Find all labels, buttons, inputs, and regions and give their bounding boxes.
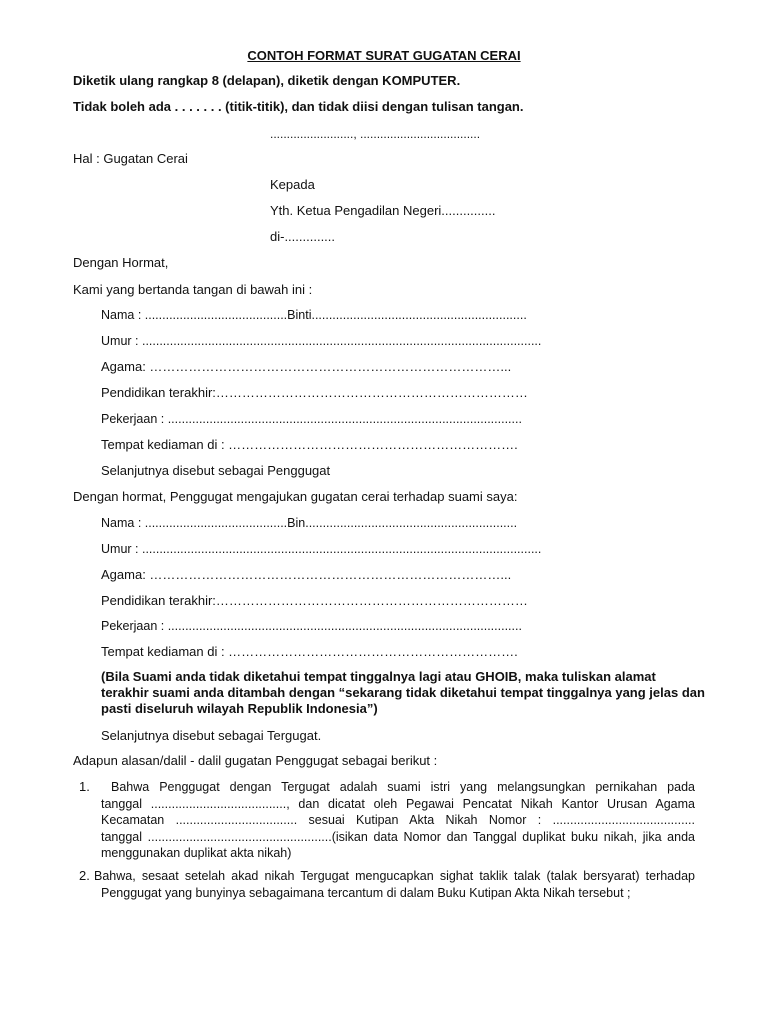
document-title: CONTOH FORMAT SURAT GUGATAN CERAI [247, 48, 521, 63]
recipient-to: Kepada [270, 177, 315, 192]
plaintiff-residence-field: Tempat kediaman di : …………………………………………………………. [101, 437, 518, 452]
defendant-religion-field: Agama: ………………………………………………………………………... [101, 567, 512, 582]
plaintiff-education-field: Pendidikan terakhir:……………………………………………………………… [101, 385, 528, 400]
intro-line: Kami yang bertanda tangan di bawah ini : [73, 282, 313, 297]
defendant-age-field: Umur : ................................................................................................................... [101, 542, 542, 556]
defendant-residence-field: Tempat kediaman di : …………………………………………………………. [101, 644, 518, 659]
ground-line: tanggal ......................................., dan dicatat oleh Pegawai Pencatat Nikah Kantor Urusan Agama [101, 796, 695, 811]
ground-line: Bahwa, sesaat setelah akad nikah Tergugat mengucapkan sighat taklik talak (talak bersyarat) terhadap [94, 869, 695, 883]
ground-line: Bahwa Penggugat dengan Tergugat adalah suami istri yang melangsungkan pernikahan pada [111, 780, 695, 794]
ground-line: menggunakan duplikat akta nikah) [101, 846, 292, 860]
claim-intro: Dengan hormat, Penggugat mengajukan gugatan cerai terhadap suami saya: [73, 489, 518, 504]
greeting: Dengan Hormat, [73, 255, 169, 270]
ghoib-instruction-line: (Bila Suami anda tidak diketahui tempat tinggalnya lagi atau GHOIB, maka tuliskan alamat [101, 669, 656, 684]
recipient-location: di-.............. [270, 229, 336, 244]
ground-item-2 [94, 868, 695, 901]
plaintiff-religion-field: Agama: ………………………………………………………………………... [101, 359, 512, 374]
plaintiff-name-field: Nama : .........................................Binti.............................................................. [101, 308, 527, 322]
ghoib-instruction-line: terakhir suami anda ditambah dengan “sekarang tidak diketahui tempat tinggalnya yang jelas dan [101, 685, 705, 700]
ground-number: 2. [79, 868, 90, 883]
ground-line: Kecamatan ................................... sesuai Kutipan Akta Nikah Nomor : ......................................... [101, 813, 695, 827]
ground-line: Penggugat yang bunyinya sebagaimana tercantum di dalam Buku Kutipan Akta Nikah tersebut ; [101, 885, 631, 900]
defendant-occupation-field: Pekerjaan : ...................................................................................................... [101, 619, 522, 633]
plaintiff-age-field: Umur : ................................................................................................................... [101, 334, 542, 348]
ghoib-instruction-line: pasti diseluruh wilayah Republik Indonesia”) [101, 701, 378, 716]
grounds-intro: Adapun alasan/dalil - dalil gugatan Penggugat sebagai berikut : [73, 753, 438, 768]
plaintiff-occupation-field: Pekerjaan : ...................................................................................................... [101, 412, 522, 426]
place-date-field: ........................., .................................... [270, 127, 481, 141]
defendant-name-field: Nama : .........................................Bin............................................................. [101, 516, 518, 530]
ground-item-1 [101, 779, 695, 862]
recipient-addressee: Yth. Ketua Pengadilan Negeri............... [270, 203, 496, 218]
handwriting-note: Tidak boleh ada . . . . . . . (titik-titik), dan tidak diisi dengan tulisan tangan. [73, 99, 524, 114]
subject-line: Hal : Gugatan Cerai [73, 151, 188, 166]
typing-note: Diketik ulang rangkap 8 (delapan), diketik dengan KOMPUTER. [73, 73, 461, 88]
ghoib-instruction [101, 669, 705, 717]
defendant-education-field: Pendidikan terakhir:……………………………………………………………… [101, 593, 528, 608]
ground-number: 1. [79, 779, 90, 794]
plaintiff-designation: Selanjutnya disebut sebagai Penggugat [101, 463, 331, 478]
ground-line: tanggal .....................................................(isikan data Nomor dan Tanggal duplikat buku nikah, jika anda [101, 829, 695, 844]
defendant-designation: Selanjutnya disebut sebagai Tergugat. [101, 728, 322, 743]
